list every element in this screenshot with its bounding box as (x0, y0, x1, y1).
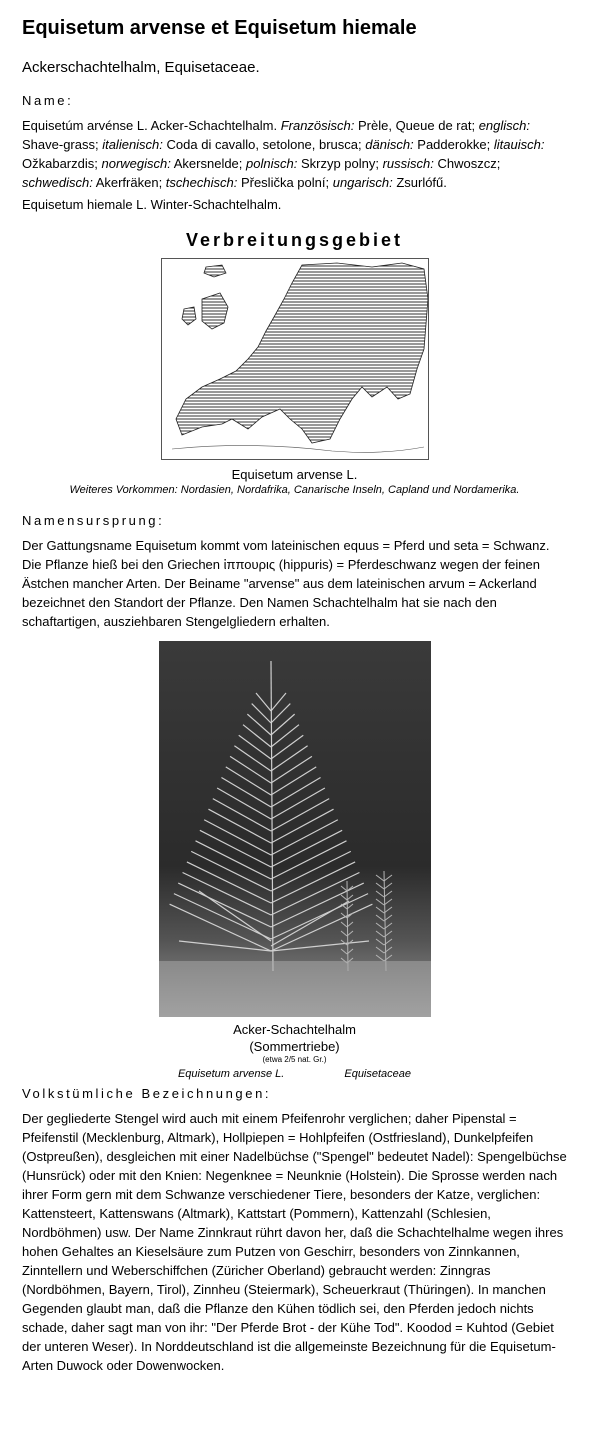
language-label: russisch: (382, 156, 434, 171)
name-text: Akersnelde; (170, 156, 247, 171)
photo-latin-name: Equisetum arvense L. (177, 1068, 285, 1080)
name-text: Equisetúm arvénse L. Acker-Schachtelhalm. (22, 118, 281, 133)
horsetail-plant-icon (159, 641, 431, 1017)
name-text: Chwoszcz; (433, 156, 501, 171)
names-text (22, 116, 567, 214)
name-text: Padderokke; (413, 137, 494, 152)
plant-photo (159, 641, 431, 1017)
names-paragraph-1 (22, 116, 567, 192)
language-label: litauisch: (493, 137, 545, 152)
name-text: Přeslička polní; (237, 175, 333, 190)
origin-heading: Namensursprung: (22, 513, 165, 528)
page-title: Equisetum arvense et Equisetum hiemale (22, 17, 417, 39)
photo-caption-title: Acker-Schachtelhalm (233, 1022, 356, 1037)
language-label: italienisch: (102, 137, 163, 152)
folk-names-heading: Volkstümliche Bezeichnungen: (22, 1086, 272, 1101)
language-label: polnisch: (246, 156, 298, 171)
photo-family-name: Equisetaceae (344, 1068, 412, 1080)
document-page (22, 14, 567, 1375)
language-label: norwegisch: (101, 156, 171, 171)
page-subtitle: Ackerschachtelhalm, Equisetaceae. (22, 59, 260, 76)
distribution-title: Verbreitungsgebiet (185, 230, 404, 250)
name-text: Ožkabarzdis; (22, 156, 102, 171)
language-label: tschechisch: (165, 175, 238, 190)
distribution-map (161, 258, 429, 460)
photo-caption-subtitle: (Sommertriebe) (249, 1039, 340, 1054)
language-label: englisch: (478, 118, 530, 133)
name-text: Skrzyp polny; (297, 156, 383, 171)
name-text: Prèle, Queue de rat; (354, 118, 479, 133)
map-caption: Equisetum arvense L. (231, 467, 358, 482)
names-paragraph-2: Equisetum hiemale L. Winter-Schachtelhalm. (22, 197, 282, 212)
photo-scale-note: (etwa 2/5 nat. Gr.) (262, 1055, 327, 1064)
name-text: Coda di cavallo, setolone, brusca; (162, 137, 366, 152)
europe-map-icon (162, 259, 428, 459)
name-text: Akerfräken; (92, 175, 166, 190)
name-text: Zsurlófű. (392, 175, 447, 190)
language-label: dänisch: (365, 137, 414, 152)
map-subcaption: Weiteres Vorkommen: Nordasien, Nordafrika, Canarische Inseln, Capland und Nordamerika. (69, 484, 520, 496)
language-label: Französisch: (280, 118, 355, 133)
language-label: schwedisch: (22, 175, 93, 190)
origin-text: Der Gattungsname Equisetum kommt vom lateinischen equus = Pferd und seta = Schwanz. Die Pflanze hieß bei den Griechen ἱππουρις (hippuris) = Pferdeschwanz wegen der feinen Ästchen mancher Arten. Der Beiname "arvense" aus dem lateinischen arvum = Ackerland bezeichnet den Standort der Pflanze. Den Namen Schachtelhalm hat sie nach den schaftartigen, ausziehbaren Stengelgliedern erhalten. (22, 538, 550, 629)
language-label: ungarisch: (332, 175, 393, 190)
name-text: Shave-grass; (22, 137, 103, 152)
folk-names-text: Der gegliederte Stengel wird auch mit einem Pfeifenrohr verglichen; daher Pipenstal = Pfeifenstil (Mecklenburg, Altmark), Hollpiepen = Hohlpfeifen (Ostfriesland), Dunkelpfeifen (Ostpreußen), desgleichen mit einer Nadelbüchse ("Spengel" bedeutet Nadel): Spengelbüchse (Hunsrück) oder mit den Knien: Negenknee = Neunknie (Holstein). Die Sprosse werden nach ihrer Form gern mit dem Schwanze verschiedener Tiere, besonders der Katze, verglichen: Kattensteert, Kattenswans (Altmark), Kattstart (Pommern), Kattenzahl (Schlesien, Nordböhmen) usw. Der Name Zinnkraut rührt davon her, daß die Schachtelhalme wegen ihres hohen Gehaltes an Kieselsäure zum Putzen von Geschirr, besonders von Zinnkannen, Zinntellern und Weberschiffchen (Züricher Oberland) gebraucht werden: Zinngras (Nordböhmen, Bayern, Tirol), Zinnheu (Steiermark), Scheuerkraut (Thüringen). In manchen Gegenden glaubt man, daß die Pflanze den Kühen tödlich sei, den Pferden jedoch nichts schade, daher sagt man von ihr: "Der Pferde Brot - der Kühe Tod". Koodod = Kuhtod (Gebiet der unteren Weser). In Norddeutschland ist die allgemeinste Bezeichnung für die Equisetum-Arten Duwock oder Dowenwocken. (22, 1111, 567, 1373)
name-heading: Name: (22, 93, 74, 108)
photo-latin-row (22, 1067, 567, 1081)
